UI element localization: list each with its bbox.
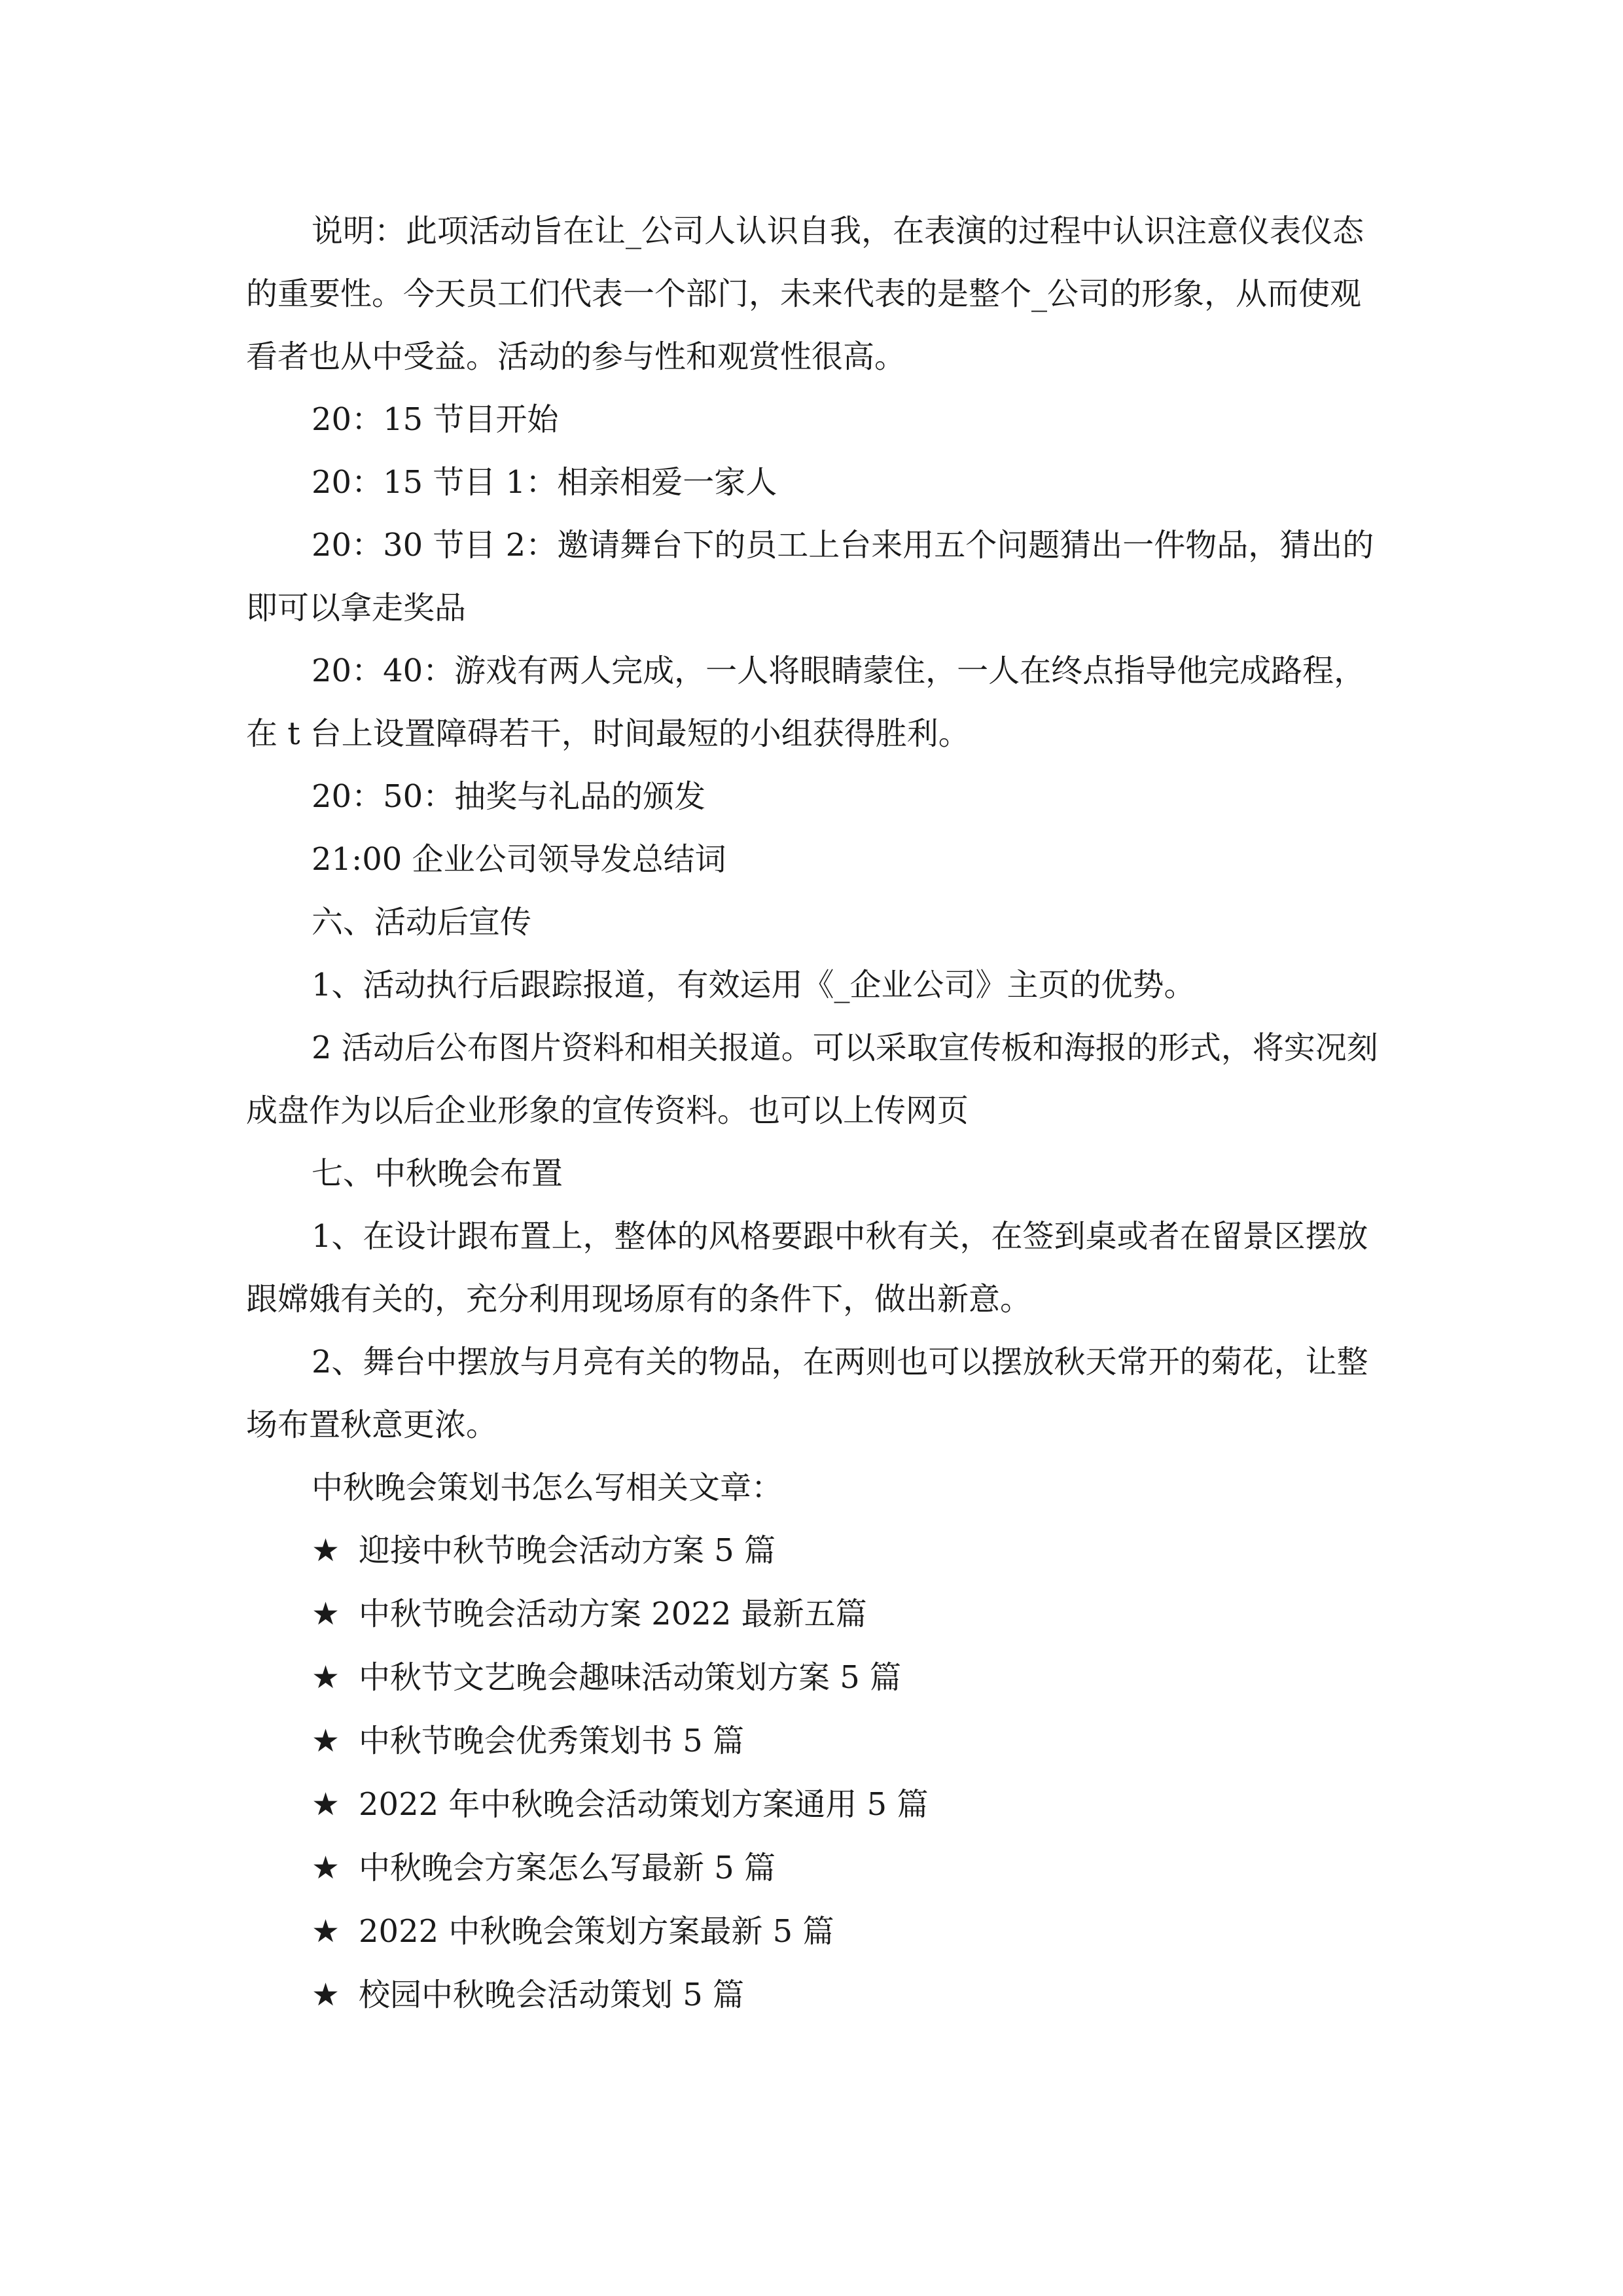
star-icon: ★ xyxy=(312,1659,340,1696)
section-item: 1、在设计跟布置上，整体的风格要跟中秋有关，在签到桌或者在留景区摆放跟嫦娥有关的，充分利用现场原有的条件下，做出新意。 xyxy=(246,1218,1368,1318)
star-icon: ★ xyxy=(312,1913,340,1950)
related-article-title: 2022 中秋晚会策划方案最新 5 篇 xyxy=(359,1913,834,1950)
related-articles-heading: 中秋晚会策划书怎么写相关文章： xyxy=(312,1469,783,1506)
schedule-item: 20：15 节目 1：相亲相爱一家人 xyxy=(312,464,777,501)
related-article-link[interactable] xyxy=(246,1773,1385,1837)
related-article-title: 中秋节文艺晚会趣味活动策划方案 5 篇 xyxy=(359,1659,902,1696)
related-article-title: 迎接中秋节晚会活动方案 5 篇 xyxy=(359,1532,776,1569)
description-paragraph: 说明：此项活动旨在让_公司人认识自我，在表演的过程中认识注意仪表仪态的重要性。今天员工们代表一个部门，未来代表的是整个_公司的形象，从而使观看者也从中受益。活动的参与性和观赏性很高。 xyxy=(246,213,1364,375)
page-content xyxy=(246,200,1385,2027)
related-article-link[interactable] xyxy=(246,1900,1385,1964)
related-article-title: 校园中秋晚会活动策划 5 篇 xyxy=(359,1977,745,2013)
star-icon: ★ xyxy=(312,1850,340,1886)
schedule-item-long: 20：30 节目 2：邀请舞台下的员工上台来用五个问题猜出一件物品，猜出的即可以拿走奖品 xyxy=(246,527,1374,626)
related-article-link[interactable] xyxy=(246,1837,1385,1900)
section-item: 1、活动执行后跟踪报道，有效运用《_企业公司》主页的优势。 xyxy=(312,967,1196,1003)
section-heading: 六、活动后宣传 xyxy=(312,904,532,941)
related-article-title: 中秋节晚会活动方案 2022 最新五篇 xyxy=(359,1596,867,1632)
related-article-title: 中秋节晚会优秀策划书 5 篇 xyxy=(359,1723,745,1759)
related-article-title: 2022 年中秋晚会活动策划方案通用 5 篇 xyxy=(359,1786,929,1823)
related-article-link[interactable] xyxy=(246,1964,1385,2027)
schedule-item: 21:00 企业公司领导发总结词 xyxy=(312,841,726,878)
related-article-link[interactable] xyxy=(246,1710,1385,1773)
related-article-link[interactable] xyxy=(246,1583,1385,1646)
related-article-link[interactable] xyxy=(246,1646,1385,1710)
schedule-item-long: 20：40：游戏有两人完成，一人将眼睛蒙住，一人在终点指导他完成路程，在 t 台上设置障碍若干，时间最短的小组获得胜利。 xyxy=(246,653,1366,752)
related-article-link[interactable] xyxy=(246,1519,1385,1583)
related-articles-list xyxy=(246,1519,1385,2027)
section-item: 2 活动后公布图片资料和相关报道。可以采取宣传板和海报的形式，将实况刻成盘作为以后企业形象的宣传资料。也可以上传网页 xyxy=(246,1030,1378,1129)
schedule-item: 20：50：抽奖与礼品的颁发 xyxy=(312,778,706,815)
section-heading: 七、中秋晚会布置 xyxy=(312,1155,563,1192)
star-icon: ★ xyxy=(312,1786,340,1823)
schedule-item: 20：15 节目开始 xyxy=(312,401,559,438)
section-item: 2、舞台中摆放与月亮有关的物品，在两则也可以摆放秋天常开的菊花，让整场布置秋意更浓。 xyxy=(246,1344,1368,1443)
star-icon: ★ xyxy=(312,1977,340,2013)
star-icon: ★ xyxy=(312,1596,340,1632)
star-icon: ★ xyxy=(312,1532,340,1569)
star-icon: ★ xyxy=(312,1723,340,1759)
related-article-title: 中秋晚会方案怎么写最新 5 篇 xyxy=(359,1850,776,1886)
